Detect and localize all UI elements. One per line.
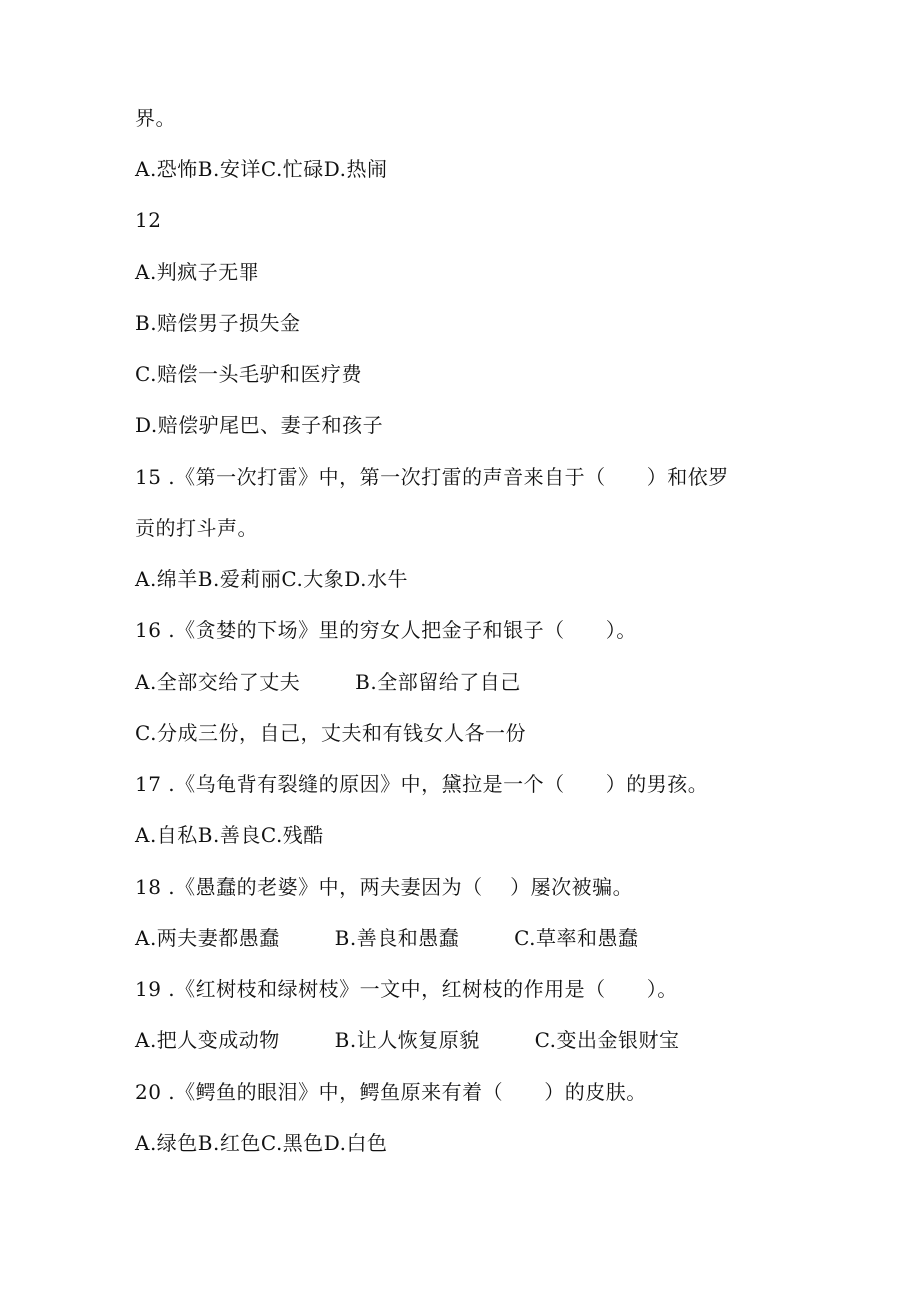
options-q17: A.自私B.善良C.残酷: [135, 823, 324, 847]
question-16: 16 .《贪婪的下场》里的穷女人把金子和银子（ ）。: [135, 618, 637, 642]
options-q18: A.两夫妻都愚蠢 B.善良和愚蠢 C.草率和愚蠢: [135, 926, 639, 950]
question-18: 18 .《愚蠢的老婆》中，两夫妻因为（ ）屡次被骗。: [135, 875, 634, 899]
option-c-q16: C.分成三份，自己，丈夫和有钱女人各一份: [135, 721, 526, 745]
options-q11: A.恐怖B.安详C.忙碌D.热闹: [135, 157, 388, 181]
question-15-continued: 贡的打斗声。: [135, 516, 258, 540]
option-c-q12: C.赔偿一头毛驴和医疗费: [135, 362, 362, 386]
question-number-12: 12: [135, 208, 162, 232]
question-20: 20 .《鳄鱼的眼泪》中，鳄鱼原来有着（ ）的皮肤。: [135, 1080, 647, 1104]
option-a-q12: A.判疯子无罪: [135, 260, 260, 284]
question-19: 19 .《红树枝和绿树枝》一文中，红树枝的作用是（ ）。: [135, 977, 678, 1001]
option-b-q12: B.赔偿男子损失金: [135, 311, 301, 335]
question-17: 17 .《乌龟背有裂缝的原因》中，黛拉是一个（ ）的男孩。: [135, 772, 709, 796]
text-line-continuation: 界。: [135, 106, 176, 130]
options-ab-q16: A.全部交给了丈夫 B.全部留给了自己: [135, 670, 521, 694]
options-q19: A.把人变成动物 B.让人恢复原貌 C.变出金银财宝: [135, 1028, 680, 1052]
options-q20: A.绿色B.红色C.黑色D.白色: [135, 1131, 388, 1155]
option-d-q12: D.赔偿驴尾巴、妻子和孩子: [135, 413, 384, 437]
question-15: 15 .《第一次打雷》中，第一次打雷的声音来自于（ ）和依罗: [135, 465, 729, 489]
options-q15: A.绵羊B.爱莉丽C.大象D.水牛: [135, 567, 408, 591]
